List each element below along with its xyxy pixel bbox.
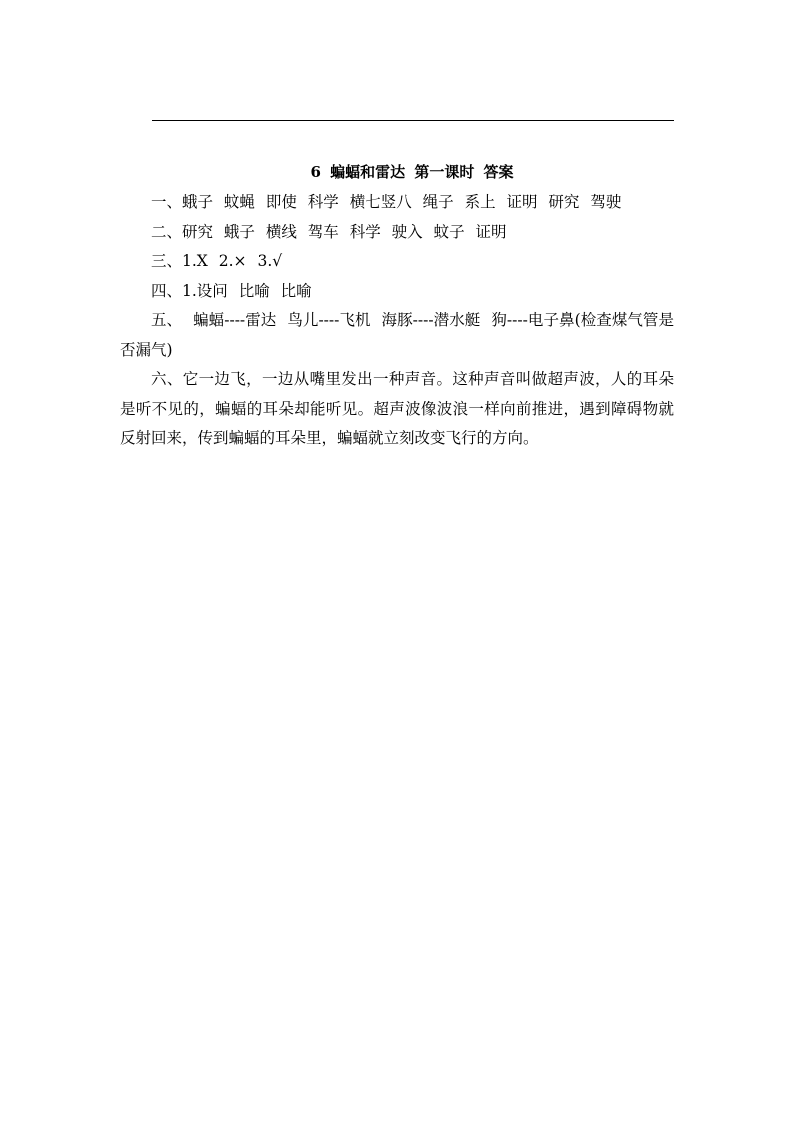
document-body [120, 158, 674, 454]
answer-section-2: 二、研究 蛾子 横线 驾车 科学 驶入 蚊子 证明 [151, 222, 507, 241]
answer-section-3: 三、1.X 2.× 3.√ [151, 252, 283, 270]
page-title: 6 蝙蝠和雷达 第一课时 答案 [310, 163, 514, 181]
answer-section-4: 四、1.设问 比喻 比喻 [151, 281, 312, 300]
answer-section-6: 六、它一边飞，一边从嘴里发出一种声音。这种声音叫做超声波，人的耳朵是听不见的，蝙蝠的耳朵却能听见。超声波像波浪一样向前推进，遇到障碍物就反射回来，传到蝙蝠的耳朵里，蝙蝠就立刻改变飞行的方向。 [120, 370, 674, 447]
answer-section-1: 一、蛾子 蚊蝇 即使 科学 横七竖八 绳子 系上 证明 研究 驾驶 [151, 193, 622, 211]
header-rule [152, 120, 674, 121]
answer-section-5: 五、 蝙蝠----雷达 鸟儿----飞机 海豚----潜水艇 狗----电子鼻(检查煤气管是否漏气) [120, 311, 674, 359]
